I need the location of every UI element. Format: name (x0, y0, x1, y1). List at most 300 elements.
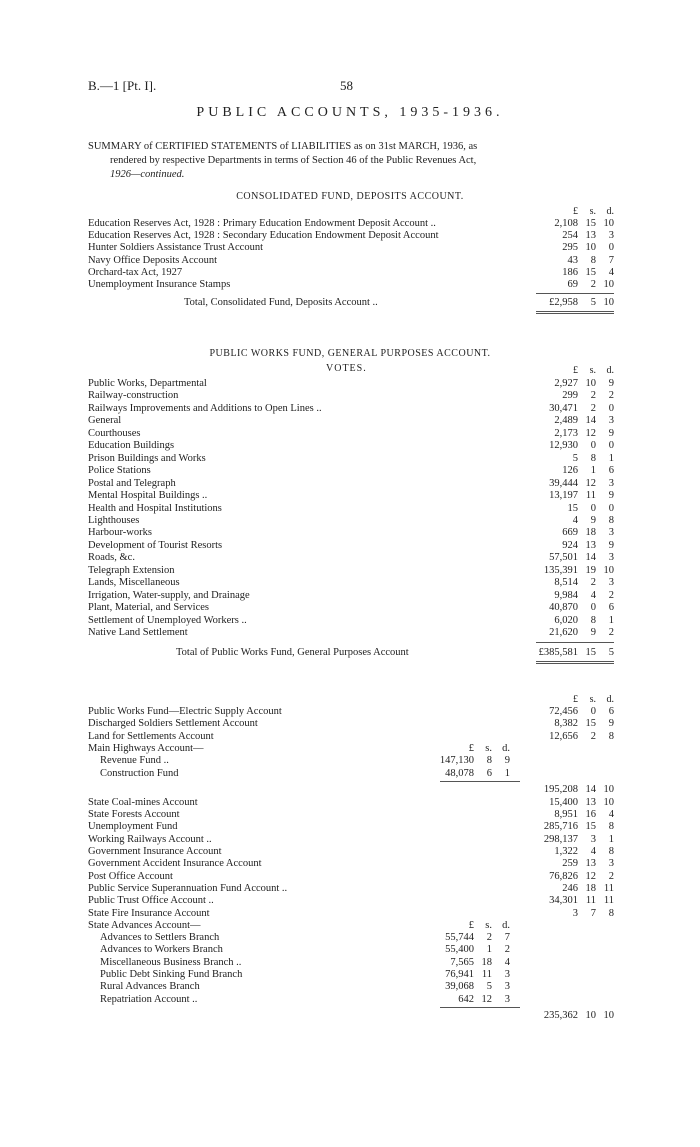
account-row (88, 858, 614, 870)
row-amount (526, 834, 614, 846)
row-label: Railways Improvements and Additions to Open Lines .. (88, 402, 322, 414)
row-label: Government Accident Insurance Account (88, 858, 262, 870)
row-amount-pounds: 2,108 (554, 218, 578, 229)
column-header-label (526, 206, 614, 217)
row-amount-pence: 1 (608, 452, 614, 464)
row-amount (526, 871, 614, 883)
row-amount-pounds: 254 (562, 230, 578, 242)
row-amount-pence: 4 (608, 266, 614, 278)
row-amount-pence: 3 (504, 969, 510, 980)
consolidated-row (88, 218, 614, 230)
row-label: Prison Buildings and Works (88, 452, 206, 464)
row-amount-shillings: 7 (590, 907, 596, 919)
row-amount (526, 515, 614, 527)
row-amount (526, 602, 614, 614)
state-advances-row (100, 981, 614, 993)
row-label: Lighthouses (88, 514, 140, 526)
row-amount-pounds: 76,941 (445, 969, 474, 980)
row-amount-pence: 3 (608, 527, 614, 539)
row-amount-pounds: 12,656 (549, 730, 578, 742)
row-label: Mental Hospital Buildings .. (88, 490, 208, 502)
public-works-row (88, 465, 614, 477)
row-label: State Coal-mines Account (88, 796, 198, 808)
row-amount-shillings: 18 (585, 882, 596, 894)
public-works-row (88, 615, 614, 627)
column-header-label-pounds: £ (573, 365, 578, 376)
subcolumn-header-shillings: s. (485, 742, 492, 754)
account-row (88, 821, 614, 833)
row-amount-pounds: 135,391 (543, 564, 578, 576)
row-amount-pence: 9 (608, 378, 614, 389)
row-label: State Advances Account— (88, 919, 201, 931)
account-row (88, 846, 614, 858)
row-label: Advances to Settlers Branch (100, 932, 220, 944)
row-amount-pence: 2 (608, 627, 614, 638)
public-works-row (88, 565, 614, 577)
row-amount-pence: 10 (603, 279, 614, 290)
row-amount (422, 957, 510, 969)
column-header-label (526, 694, 614, 705)
row-amount-shillings: 14 (585, 552, 596, 564)
row-amount-pounds: 295 (562, 242, 578, 254)
total-rule (536, 313, 614, 314)
subcolumn-header (422, 743, 510, 755)
state-advances-total (88, 1010, 614, 1022)
row-amount-shillings: 4 (590, 846, 596, 857)
consolidated-row (88, 242, 614, 254)
row-amount (526, 809, 614, 821)
row-amount-pounds: 39,068 (445, 981, 474, 993)
row-amount (526, 718, 614, 730)
row-amount-pounds: 5 (572, 452, 578, 464)
row-amount-shillings: 0 (590, 440, 596, 452)
row-amount-pounds: 246 (562, 882, 578, 894)
column-header-label-shillings: s. (589, 694, 596, 705)
subcolumn-header (422, 920, 510, 932)
row-amount (422, 932, 510, 944)
row-amount-pounds: 72,456 (549, 706, 578, 717)
row-amount-shillings: 2 (590, 390, 596, 402)
row-amount-shillings: 2 (590, 730, 596, 742)
row-amount (526, 428, 614, 440)
row-amount-shillings: 4 (590, 589, 596, 601)
row-amount (526, 415, 614, 427)
row-amount (526, 465, 614, 477)
consolidated-row (88, 255, 614, 267)
row-amount-pounds: 2,173 (554, 427, 578, 439)
row-amount-pence: 8 (608, 730, 614, 742)
row-amount-shillings: 15 (585, 266, 596, 278)
row-amount-pence: 3 (608, 477, 614, 489)
state-advances-row (100, 969, 614, 981)
row-amount-shillings: 16 (585, 809, 596, 821)
public-works-row (88, 602, 614, 614)
row-amount-pence: 0 (608, 502, 614, 514)
row-amount-shillings: 3 (590, 833, 596, 845)
row-amount-pounds: 2,489 (554, 415, 578, 427)
row-amount-shillings: 15 (585, 718, 596, 730)
row-label: Education Reserves Act, 1928 : Secondary Education Endowment Deposit Account (88, 230, 439, 242)
row-amount-pounds: 7,565 (450, 956, 474, 968)
row-amount (526, 577, 614, 589)
subtotal-rule (440, 781, 520, 782)
state-advances-row (100, 932, 614, 944)
row-amount-pounds: 21,620 (549, 627, 578, 638)
column-header-label-pence: d. (606, 206, 614, 217)
row-amount-shillings: 9 (590, 514, 596, 526)
row-amount (526, 218, 614, 230)
summary-heading (88, 140, 628, 182)
row-amount-pounds: 8,514 (554, 577, 578, 589)
public-works-row (88, 403, 614, 415)
row-amount-pounds: 15,400 (549, 796, 578, 808)
row-amount (422, 981, 510, 993)
public-works-row (88, 415, 614, 427)
subtotal-rule (536, 293, 614, 294)
page-title: PUBLIC ACCOUNTS, 1935-1936. (196, 105, 504, 120)
total-amount-pence: 10 (603, 297, 614, 309)
row-amount-pence: 2 (608, 589, 614, 601)
row-amount-shillings: 2 (590, 577, 596, 589)
row-amount-shillings: 1 (590, 465, 596, 477)
row-amount (526, 540, 614, 552)
row-amount-shillings: 12 (585, 427, 596, 439)
row-amount-shillings: 12 (585, 870, 596, 882)
account-row (88, 871, 614, 883)
row-amount-pence: 10 (603, 796, 614, 808)
account-row (88, 731, 614, 743)
row-amount (526, 403, 614, 415)
account-row (88, 908, 614, 920)
account-row (88, 706, 614, 718)
column-header-label-pounds: £ (573, 694, 578, 705)
row-label: Lands, Miscellaneous (88, 577, 180, 589)
row-label: Unemployment Insurance Stamps (88, 279, 231, 290)
row-amount-pounds: 6,020 (554, 614, 578, 626)
public-works-row (88, 378, 614, 390)
main-highways-total (88, 784, 614, 796)
row-amount-pounds: 34,301 (549, 895, 578, 907)
row-amount (422, 969, 510, 981)
row-label: Advances to Workers Branch (100, 944, 223, 956)
public-works-row (88, 390, 614, 402)
row-amount-pence: 11 (603, 895, 614, 907)
row-amount-shillings: 18 (585, 527, 596, 539)
row-amount (526, 565, 614, 577)
total-label: Total of Public Works Fund, General Purposes Account (176, 647, 409, 659)
row-label: Irrigation, Water-supply, and Drainage (88, 589, 250, 601)
row-amount-pounds: 30,471 (549, 402, 578, 414)
row-amount-pence: 8 (608, 514, 614, 526)
row-label: Settlement of Unemployed Workers .. (88, 614, 247, 626)
row-amount-pounds: 69 (567, 279, 578, 290)
row-amount (526, 846, 614, 858)
row-amount-pence: 8 (608, 821, 614, 833)
row-amount-pence: 10 (603, 564, 614, 576)
row-amount-pence: 3 (504, 981, 510, 993)
total-rule (536, 311, 614, 312)
total-label: Total, Consolidated Fund, Deposits Account .. (184, 297, 378, 309)
row-label: General (88, 415, 122, 427)
row-amount-pence: 3 (504, 993, 510, 1005)
main-highways-row (100, 755, 614, 767)
row-amount-pounds: 126 (562, 465, 578, 477)
row-label: State Fire Insurance Account (88, 907, 210, 919)
row-label: Government Insurance Account (88, 846, 222, 857)
row-label: State Forests Account (88, 809, 180, 821)
row-amount-pence: 9 (608, 718, 614, 730)
row-label: Telegraph Extension (88, 564, 175, 576)
section-heading-public-works: PUBLIC WORKS FUND, GENERAL PURPOSES ACCOUNT. (209, 348, 491, 359)
row-amount-shillings: 13 (585, 858, 596, 870)
row-amount-shillings: 8 (590, 452, 596, 464)
row-label: Public Trust Office Account .. (88, 895, 214, 907)
total-amount-shillings: 15 (585, 647, 596, 659)
row-amount-pence: 4 (608, 809, 614, 821)
row-amount-shillings: 13 (585, 796, 596, 808)
row-amount-pence: 10 (603, 218, 614, 229)
row-label: Public Works, Departmental (88, 378, 207, 389)
row-amount (526, 797, 614, 809)
row-amount-pence: 3 (608, 415, 614, 427)
main-highways-total-value-pounds: 195,208 (543, 783, 578, 795)
row-label: Railway-construction (88, 390, 179, 402)
row-label: Repatriation Account .. (100, 993, 198, 1005)
account-row (88, 718, 614, 730)
public-works-row (88, 440, 614, 452)
column-header-label-pence: d. (606, 365, 614, 376)
column-header-label (526, 365, 614, 376)
subcolumn-header-pounds: £ (468, 919, 474, 931)
row-amount-shillings: 5 (486, 981, 492, 993)
row-amount-shillings: 9 (590, 627, 596, 638)
row-label: Post Office Account (88, 870, 173, 882)
section-heading-consolidated: CONSOLIDATED FUND, DEPOSITS ACCOUNT. (236, 191, 464, 202)
state-advances-row (100, 944, 614, 956)
row-amount-pence: 9 (504, 755, 510, 767)
row-amount-pounds: 8,951 (554, 809, 578, 821)
votes-subheading: VOTES. (326, 363, 367, 374)
total-rule (536, 663, 614, 664)
row-amount (422, 755, 510, 767)
public-works-row (88, 428, 614, 440)
consolidated-total (88, 297, 614, 309)
column-header-label-shillings: s. (589, 365, 596, 376)
row-label: Harbour-works (88, 527, 152, 539)
row-amount-pounds: 669 (562, 527, 578, 539)
row-amount (526, 378, 614, 390)
row-amount (526, 255, 614, 267)
row-amount-pence: 6 (608, 706, 614, 717)
row-amount (526, 490, 614, 502)
row-label: Public Debt Sinking Fund Branch (100, 969, 243, 980)
row-label: Navy Office Deposits Account (88, 254, 217, 266)
row-amount-pounds: 299 (562, 390, 578, 402)
row-label: Courthouses (88, 427, 141, 439)
row-amount (526, 527, 614, 539)
row-amount-pounds: 76,826 (549, 870, 578, 882)
row-label: Main Highways Account— (88, 742, 204, 754)
row-amount (526, 627, 614, 639)
main-highways-total-value-shillings: 14 (585, 783, 596, 795)
row-amount (526, 242, 614, 254)
row-amount (526, 552, 614, 564)
column-header-label-shillings: s. (589, 206, 596, 217)
row-amount-shillings: 18 (481, 956, 492, 968)
state-advances-total-value (526, 1010, 614, 1022)
subcolumn-header-pounds: £ (468, 742, 474, 754)
public-works-row (88, 577, 614, 589)
public-works-row (88, 490, 614, 502)
row-amount-shillings: 15 (585, 218, 596, 229)
row-amount-pounds: 285,716 (543, 821, 578, 833)
row-amount-pence: 3 (608, 858, 614, 870)
public-works-total (88, 647, 614, 659)
row-label: Miscellaneous Business Branch .. (100, 956, 242, 968)
row-amount-pounds: 43 (567, 254, 578, 266)
row-amount (422, 944, 510, 956)
row-amount-pounds: 55,744 (445, 932, 474, 944)
row-amount (526, 883, 614, 895)
consolidated-row (88, 230, 614, 242)
row-amount-pence: 6 (608, 465, 614, 477)
total-amount (526, 647, 614, 659)
main-highways-total-value (526, 784, 614, 796)
row-amount-pounds: 2,927 (554, 378, 578, 389)
row-amount-shillings: 13 (585, 539, 596, 551)
row-amount-pounds: 48,078 (445, 767, 474, 779)
account-row (88, 809, 614, 821)
row-amount-shillings: 15 (585, 821, 596, 833)
state-advances-row (100, 957, 614, 969)
row-amount-shillings: 8 (590, 254, 596, 266)
row-amount (526, 908, 614, 920)
row-amount (526, 440, 614, 452)
row-amount-pounds: 186 (562, 266, 578, 278)
row-amount-shillings: 11 (585, 490, 596, 502)
row-amount (526, 267, 614, 279)
row-amount-pounds: 40,870 (549, 602, 578, 614)
row-amount (526, 503, 614, 515)
row-amount-shillings: 10 (585, 242, 596, 254)
total-rule (536, 661, 614, 662)
column-header-label-pounds: £ (573, 206, 578, 217)
row-amount-pence: 9 (608, 539, 614, 551)
row-amount-pence: 11 (603, 882, 614, 894)
row-amount-pence: 8 (608, 907, 614, 919)
page-reference: B.—1 [Pt. I]. (88, 78, 157, 93)
row-amount-shillings: 0 (590, 502, 596, 514)
account-row (88, 834, 614, 846)
row-amount (526, 858, 614, 870)
row-amount-pence: 9 (608, 427, 614, 439)
row-label: Roads, &c. (88, 552, 135, 564)
column-header (526, 365, 614, 376)
main-highways-row (100, 768, 614, 780)
public-works-row (88, 552, 614, 564)
row-amount-pence: 6 (608, 602, 614, 614)
state-advances-row (100, 994, 614, 1006)
main-highways-heading (88, 743, 614, 755)
row-amount (526, 615, 614, 627)
account-row (88, 883, 614, 895)
summary-line-2: rendered by respective Departments in terms of Section 46 of the Public Revenues Act, (110, 155, 477, 166)
row-amount-pence: 4 (504, 956, 510, 968)
row-amount-shillings: 19 (585, 564, 596, 576)
row-amount (526, 453, 614, 465)
subcolumn-header-pence: d. (502, 919, 510, 931)
row-label: Public Service Superannuation Fund Account .. (88, 882, 288, 894)
row-amount-pounds: 13,197 (549, 490, 578, 502)
row-amount (526, 731, 614, 743)
row-amount-pounds: 12,930 (549, 440, 578, 452)
row-amount-pence: 2 (608, 390, 614, 402)
row-amount-shillings: 1 (486, 944, 492, 956)
row-amount-pence: 1 (608, 833, 614, 845)
state-advances-total-value-pounds: 235,362 (543, 1009, 578, 1021)
subcolumn-header-shillings: s. (485, 919, 492, 931)
main-highways-total-value-pence: 10 (603, 783, 614, 795)
consolidated-row (88, 267, 614, 279)
row-label: Orchard-tax Act, 1927 (88, 266, 183, 278)
row-amount-shillings: 12 (481, 993, 492, 1005)
row-label: Discharged Soldiers Settlement Account (88, 718, 258, 730)
row-label: Unemployment Fund (88, 821, 178, 833)
row-amount-pence: 1 (504, 767, 510, 779)
row-label: Police Stations (88, 465, 151, 477)
public-works-row (88, 515, 614, 527)
summary-line-3: 1926—continued. (110, 169, 185, 180)
row-amount-pounds: 15 (567, 502, 578, 514)
total-amount-pence: 5 (608, 647, 614, 659)
account-row (88, 797, 614, 809)
row-amount (526, 590, 614, 602)
row-amount-shillings: 0 (590, 602, 596, 614)
row-amount (526, 821, 614, 833)
row-amount-pence: 1 (608, 614, 614, 626)
row-label: Plant, Material, and Services (88, 602, 210, 614)
row-amount-shillings: 12 (585, 477, 596, 489)
row-label: Rural Advances Branch (100, 981, 200, 993)
row-amount (526, 706, 614, 718)
row-label: Working Railways Account .. (88, 833, 212, 845)
row-amount-shillings: 2 (486, 932, 492, 944)
total-amount (526, 297, 614, 309)
row-amount-pounds: 3 (572, 907, 578, 919)
subtotal-rule (536, 642, 614, 643)
row-label: Revenue Fund .. (100, 755, 169, 767)
page-number: 58 (340, 78, 353, 93)
public-works-row (88, 590, 614, 602)
row-amount (526, 390, 614, 402)
row-amount-pounds: 39,444 (549, 477, 578, 489)
public-works-row (88, 627, 614, 639)
row-amount-pounds: 55,400 (445, 944, 474, 956)
row-amount-shillings: 8 (486, 755, 492, 767)
row-amount (422, 994, 510, 1006)
row-amount-shillings: 10 (585, 378, 596, 389)
subtotal-rule (440, 1007, 520, 1008)
total-amount-pounds: £385,581 (538, 647, 578, 659)
row-amount-pence: 0 (608, 242, 614, 254)
row-amount-pounds: 1,322 (554, 846, 578, 857)
row-amount-shillings: 11 (481, 969, 492, 980)
row-amount (526, 279, 614, 291)
row-label: Construction Fund (100, 767, 179, 779)
public-works-row (88, 527, 614, 539)
subcolumn-header-pence: d. (502, 742, 510, 754)
column-header (526, 206, 614, 217)
